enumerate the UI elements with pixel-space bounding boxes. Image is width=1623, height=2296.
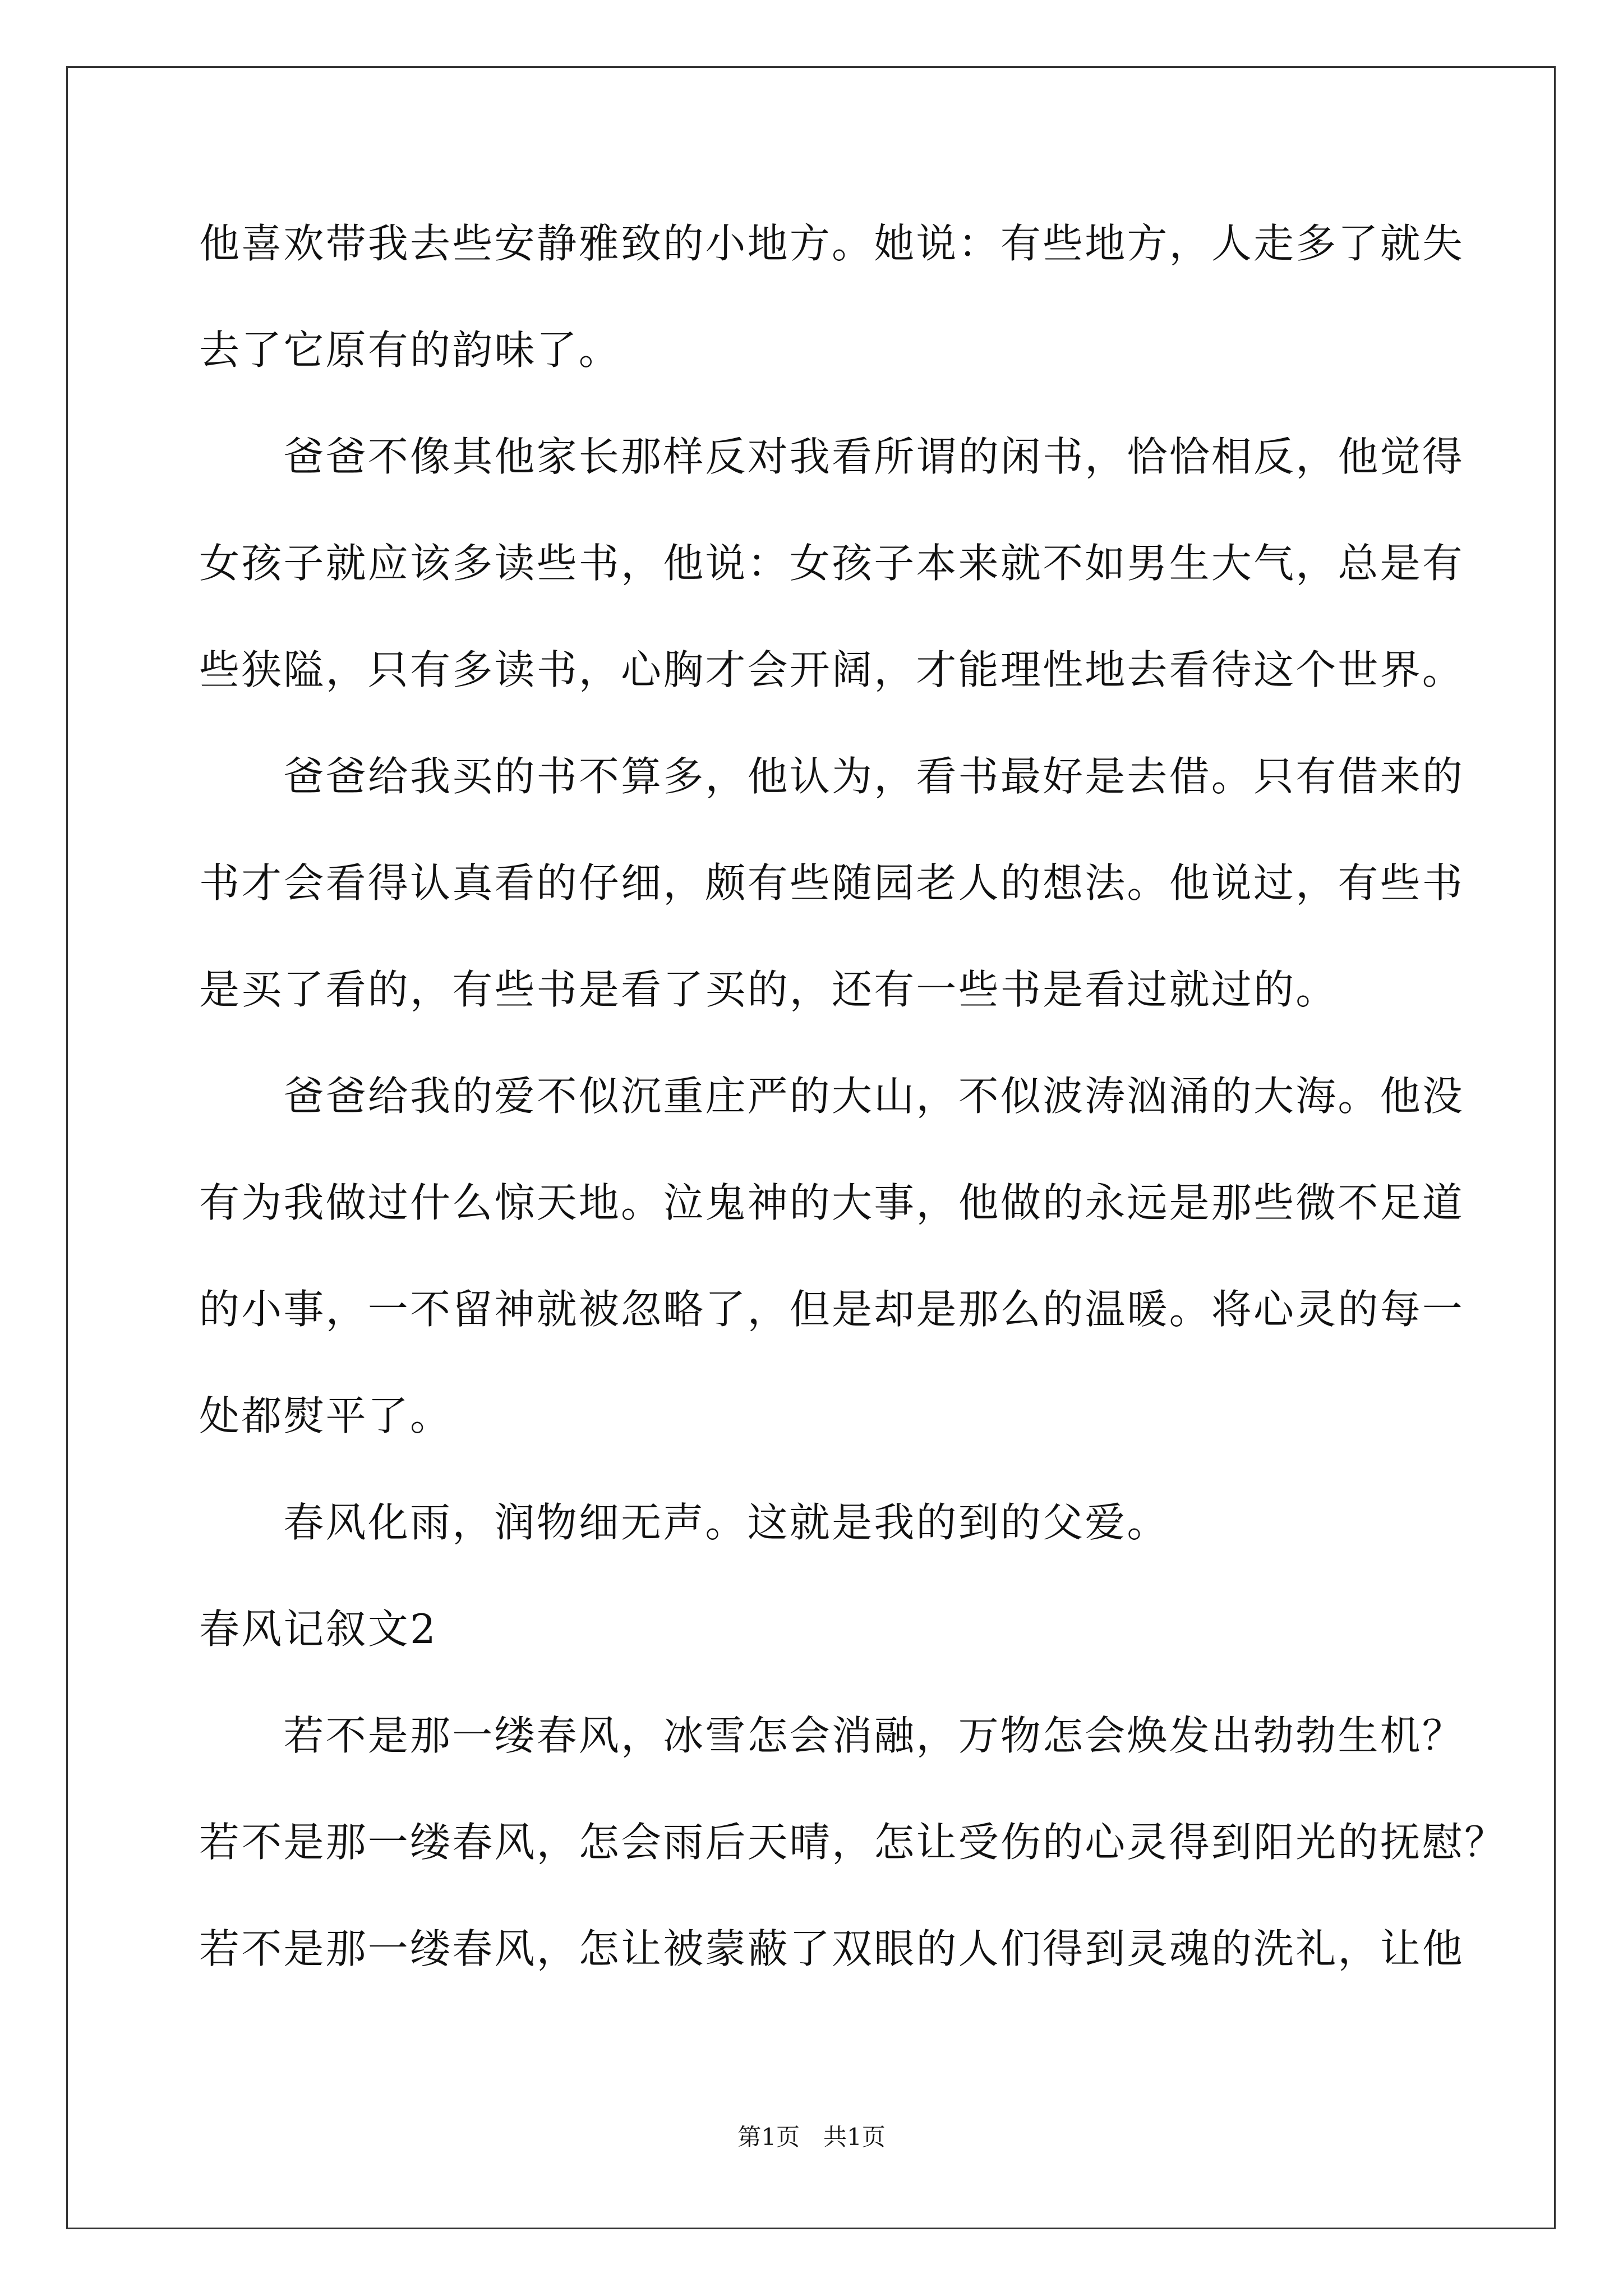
text-line: 爸爸不像其他家长那样反对我看所谓的闲书，恰恰相反，他觉得 xyxy=(199,433,1465,480)
text-line: 些狭隘，只有多读书，心胸才会开阔，才能理性地去看待这个世界。 xyxy=(199,646,1465,693)
text-line: 若不是那一缕春风，怎让被蒙蔽了双眼的人们得到灵魂的洗礼，让他 xyxy=(199,1925,1465,1972)
text-line: 爸爸给我的爱不似沉重庄严的大山，不似波涛汹涌的大海。他没 xyxy=(199,1073,1465,1120)
text-line: 的小事，一不留神就被忽略了，但是却是那么的温暖。将心灵的每一 xyxy=(199,1286,1465,1333)
text-line: 书才会看得认真看的仔细，颇有些随园老人的想法。他说过，有些书 xyxy=(199,859,1465,907)
text-line: 他喜欢带我去些安静雅致的小地方。她说：有些地方，人走多了就失 xyxy=(199,220,1465,267)
text-line: 春风化雨，润物细无声。这就是我的到的父爱。 xyxy=(199,1499,1169,1546)
text-line: 女孩子就应该多读些书，他说：女孩子本来就不如男生大气，总是有 xyxy=(199,540,1465,587)
page-footer: 第1页 共1页 xyxy=(737,2123,886,2151)
text-line: 若不是那一缕春风，冰雪怎会消融，万物怎会焕发出勃勃生机？ xyxy=(199,1712,1465,1759)
text-line: 有为我做过什么惊天地。泣鬼神的大事，他做的永远是那些微不足道 xyxy=(199,1179,1465,1226)
page-frame xyxy=(66,66,1556,2229)
text-line: 去了它原有的韵味了。 xyxy=(199,326,621,374)
text-line: 若不是那一缕春风，怎会雨后天晴，怎让受伤的心灵得到阳光的抚慰？ xyxy=(199,1819,1507,1866)
section-heading: 春风记叙文2 xyxy=(199,1605,438,1653)
text-line: 爸爸给我买的书不算多，他认为，看书最好是去借。只有借来的 xyxy=(199,753,1465,800)
text-line: 是买了看的，有些书是看了买的，还有一些书是看过就过的。 xyxy=(199,966,1338,1013)
text-line: 处都熨平了。 xyxy=(199,1392,453,1439)
